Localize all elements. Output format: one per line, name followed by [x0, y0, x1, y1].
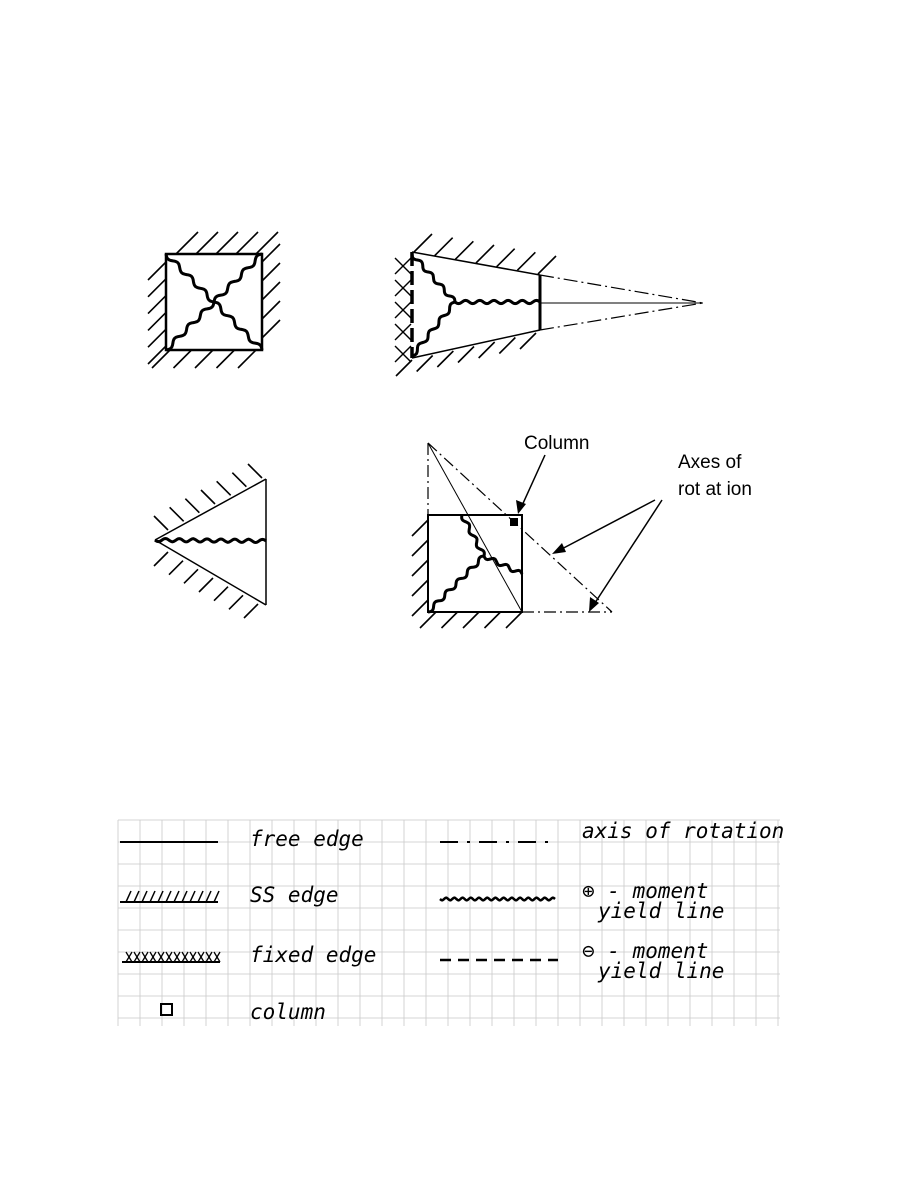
legend-label-axis-of-rotation: axis of rotation: [582, 819, 785, 843]
positive-yield-line: [155, 539, 266, 543]
axis-pointer-arrow: [591, 500, 662, 609]
hatch-mark: [195, 350, 213, 368]
hatch-mark: [238, 350, 256, 368]
hatch-mark: [199, 578, 213, 592]
legend-label-fixed-edge: fixed edge: [250, 943, 377, 967]
hatch-mark: [262, 263, 280, 281]
hatch-mark: [152, 350, 170, 368]
ss-hatch-bottom: [420, 612, 522, 628]
hatch-mark: [485, 612, 501, 628]
ss-hatch-right: [262, 244, 280, 338]
hatch-mark: [232, 473, 246, 487]
positive-yield-line: [484, 556, 522, 574]
hatch-mark: [412, 580, 428, 596]
hatch-mark: [198, 891, 203, 902]
hatch-mark: [236, 232, 258, 254]
hatch-mark: [217, 350, 235, 368]
slab-trapezoid: [395, 234, 703, 376]
hatch-mark: [150, 891, 155, 902]
hatch-mark: [435, 238, 453, 256]
hatch-mark: [142, 891, 147, 902]
hatch-mark: [420, 612, 436, 628]
legend-label-negative-yield-line-2: yield line: [598, 959, 725, 983]
hatch-mark: [396, 360, 412, 376]
hatch-mark: [176, 232, 198, 254]
legend-label-positive-yield-line-1: ⊕ - moment: [582, 879, 709, 903]
hatch-mark: [499, 338, 515, 354]
hatch-mark: [417, 356, 433, 372]
hatch-mark: [126, 891, 131, 902]
hatch-mark: [262, 301, 280, 319]
hatch-mark: [170, 507, 184, 521]
hatch-mark: [201, 490, 215, 504]
ss-hatch-left: [148, 262, 166, 364]
legend-label-ss-edge: SS edge: [250, 883, 339, 907]
hatch-mark: [437, 351, 453, 367]
legend-symbol-column: [161, 1004, 172, 1015]
hatch-mark: [412, 560, 428, 576]
hatch-mark: [184, 569, 198, 583]
positive-yield-line: [412, 302, 455, 356]
ss-hatch-bottom: [152, 350, 256, 368]
hatch-mark: [414, 234, 432, 252]
axis-of-rotation: [540, 303, 703, 330]
column-label: Column: [524, 433, 590, 454]
hatch-mark: [506, 612, 522, 628]
hatch-mark: [174, 891, 179, 902]
hatch-mark: [442, 612, 458, 628]
ss-hatch-top: [176, 232, 278, 254]
hatch-mark: [148, 346, 166, 364]
axis-of-rotation: [540, 275, 703, 303]
legend-label-negative-yield-line-1: ⊖ - moment: [582, 939, 709, 963]
hatch-mark: [154, 516, 168, 530]
hatch-mark: [148, 279, 166, 297]
slab-square: [148, 232, 280, 368]
hatch-mark: [154, 552, 168, 566]
legend-label-column: column: [250, 1000, 326, 1024]
hatch-mark: [244, 604, 258, 618]
hatch-mark: [134, 891, 139, 902]
hatch-mark: [476, 245, 494, 263]
hatch-mark: [458, 347, 474, 363]
hatch-mark: [262, 244, 280, 262]
arrowhead: [552, 543, 566, 554]
hatch-mark: [182, 891, 187, 902]
hatch-mark: [520, 333, 536, 349]
hatch-mark: [479, 342, 495, 358]
hatch-mark: [214, 587, 228, 601]
hatch-mark: [166, 891, 171, 902]
axes-label-line2: rot at ion: [678, 479, 752, 500]
slab-edge-bottom: [412, 330, 540, 358]
hatch-mark: [174, 350, 192, 368]
hatch-mark: [248, 464, 262, 478]
slab-column-corner: [412, 433, 752, 628]
legend-symbol-positive-yield-line: [440, 898, 555, 901]
hatch-mark: [169, 561, 183, 575]
positive-yield-line: [428, 556, 484, 612]
hatch-mark: [517, 252, 535, 270]
axis-pointer-arrow: [556, 500, 655, 552]
hatch-mark: [412, 540, 428, 556]
hatch-mark: [190, 891, 195, 902]
hatch-mark: [262, 320, 280, 338]
ss-hatch-top: [414, 234, 556, 274]
graph-paper-grid: [118, 820, 780, 1026]
ss-hatch-left: [412, 520, 428, 616]
hatch-mark: [148, 262, 166, 280]
hatch-mark: [256, 232, 278, 254]
hatch-mark: [538, 256, 556, 274]
hatch-mark: [206, 891, 211, 902]
hatch-mark: [455, 241, 473, 259]
legend: [118, 819, 784, 1026]
legend-symbol-ss-edge: [120, 891, 219, 902]
hatch-mark: [148, 329, 166, 347]
positive-yield-line: [412, 254, 455, 302]
hatch-mark: [262, 282, 280, 300]
axes-label-line1: Axes of: [678, 452, 742, 473]
hatch-mark: [214, 891, 219, 902]
diagonal-line: [428, 443, 522, 612]
hatch-mark: [217, 481, 231, 495]
hatch-mark: [412, 520, 428, 536]
hatch-mark: [497, 249, 515, 267]
slab-triangle: [154, 464, 266, 618]
ss-hatch-top: [154, 464, 262, 530]
legend-symbol-fixed-edge: [122, 952, 220, 962]
hatch-mark: [229, 595, 243, 609]
positive-yield-line: [455, 300, 540, 303]
positive-yield-line: [462, 515, 485, 556]
hatch-mark: [148, 312, 166, 330]
arrowhead: [516, 500, 526, 514]
fixed-edge-crosses: [395, 258, 411, 362]
legend-label-positive-yield-line-2: yield line: [598, 899, 725, 923]
hatch-mark: [185, 499, 199, 513]
hatch-mark: [216, 232, 238, 254]
hatch-mark: [148, 296, 166, 314]
hatch-mark: [463, 612, 479, 628]
legend-label-free-edge: free edge: [250, 827, 364, 851]
ss-hatch-bottom: [154, 552, 258, 618]
column-pointer-arrow: [520, 455, 545, 510]
hatch-mark: [196, 232, 218, 254]
hatch-mark: [412, 600, 428, 616]
